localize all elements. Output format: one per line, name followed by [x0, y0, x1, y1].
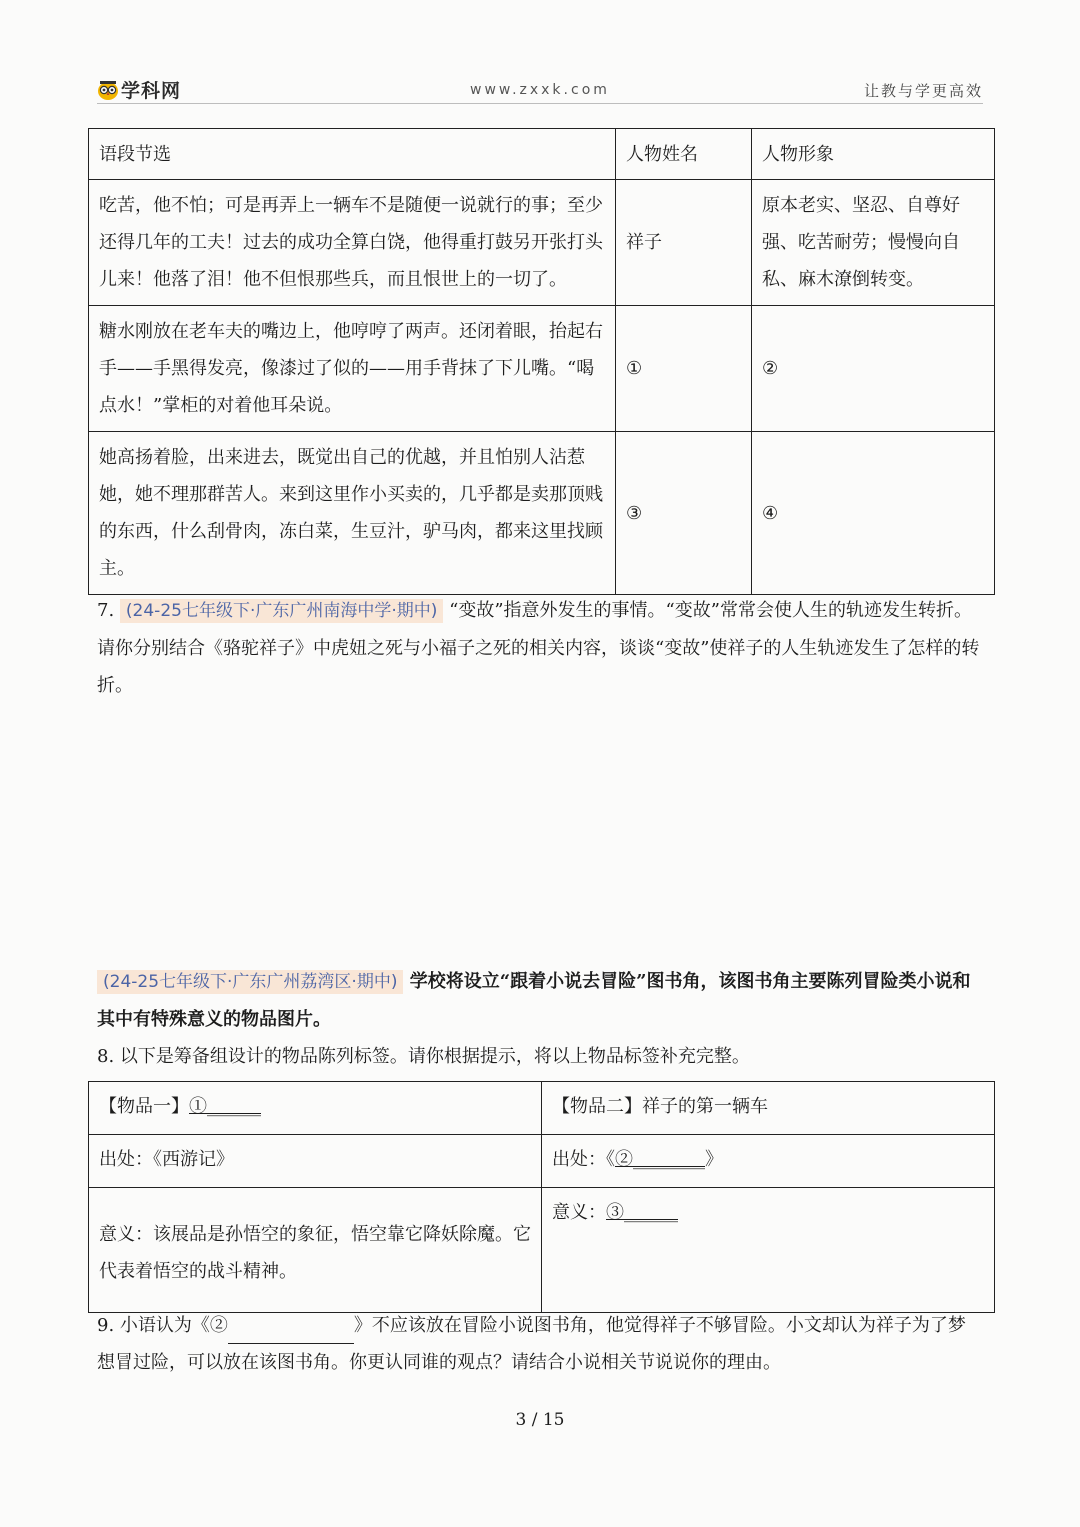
- answer-blank-2[interactable]: ②________: [615, 1149, 705, 1170]
- item-1-cell: [89, 1082, 542, 1135]
- header-divider: [97, 103, 983, 104]
- name-cell: 祥子: [616, 180, 752, 306]
- source-1: 出处：《西游记》: [89, 1135, 542, 1188]
- section-intro: [97, 963, 983, 1038]
- character-table: [88, 128, 995, 595]
- name-cell[interactable]: ①: [616, 306, 752, 432]
- name-cell[interactable]: ③: [616, 432, 752, 595]
- image-cell: 原本老实、坚忍、自尊好强、吃苦耐劳；慢慢向自私、麻木潦倒转变。: [752, 180, 995, 306]
- owl-logo-icon: [97, 79, 119, 101]
- site-url[interactable]: www.zxxk.com: [470, 82, 610, 98]
- source-tag: (24-25七年级下·广东广州南海中学·期中): [120, 599, 443, 623]
- answer-blank-3[interactable]: ③______: [606, 1202, 678, 1223]
- item-1-label: 【物品一】: [99, 1096, 189, 1117]
- table-row: [89, 180, 995, 306]
- excerpt-cell: 吃苦，他不怕；可是再弄上一辆车不是随便一说就行的事；至少还得几年的工夫！过去的成功全算白饶，他得重打鼓另开张打头儿来！他落了泪！他不但恨那些兵，而且恨世上的一切了。: [89, 180, 616, 306]
- section-text: 学校将设立“跟着小说去冒险”图书角，该图书角主要陈列冒险类小说和其中有特殊意义的物品图片。: [97, 971, 971, 1030]
- question-7: [97, 592, 983, 704]
- source-2-cell: [542, 1135, 995, 1188]
- excerpt-cell: 糖水刚放在老车夫的嘴边上，他哼哼了两声。还闭着眼，抬起右手——手黑得发亮，像漆过了似的——用手背抹了下儿嘴。“喝点水！”掌柜的对着他耳朵说。: [89, 306, 616, 432]
- table-row: [89, 1082, 995, 1135]
- image-cell[interactable]: ②: [752, 306, 995, 432]
- question-number: 7.: [97, 600, 115, 621]
- meaning-2-prefix: 意义：: [552, 1202, 606, 1223]
- question-9-text: 》不应该放在冒险小说图书角，他觉得祥子不够冒险。小文却认为祥子为了梦想冒过险，可以放在该图书角。你更认同谁的观点？请结合小说相关节说说你的理由。: [97, 1315, 966, 1373]
- logo-text: 学科网: [121, 80, 182, 102]
- source-2-prefix: 出处：《: [552, 1149, 615, 1170]
- table-row: [89, 1188, 995, 1313]
- question-9-prefix: 9. 小语认为《②: [97, 1315, 228, 1336]
- answer-blank-1[interactable]: ①______: [189, 1096, 261, 1117]
- table-row: [89, 432, 995, 595]
- question-9: [97, 1307, 983, 1381]
- table-header-row: [89, 129, 995, 180]
- table-row: [89, 306, 995, 432]
- column-header: 人物姓名: [616, 129, 752, 180]
- source-tag: (24-25七年级下·广东广州荔湾区·期中): [97, 970, 403, 994]
- answer-blank-line[interactable]: [228, 1317, 354, 1344]
- column-header: 语段节选: [89, 129, 616, 180]
- table-row: [89, 1135, 995, 1188]
- question-8: 8. 以下是筹备组设计的物品陈列标签。请你根据提示，将以上物品标签补充完整。: [97, 1046, 750, 1067]
- excerpt-cell: 她高扬着脸，出来进去，既觉出自己的优越，并且怕别人沾惹她，她不理那群苦人。来到这里作小买卖的，几乎都是卖那顶贱的东西，什么刮骨肉，冻白菜，生豆汁，驴马肉，都来这里找顾主。: [89, 432, 616, 595]
- item-label-table: [88, 1081, 995, 1313]
- meaning-1: 意义：该展品是孙悟空的象征，悟空靠它降妖除魔。它代表着悟空的战斗精神。: [89, 1188, 542, 1313]
- meaning-2-cell: [542, 1188, 995, 1313]
- page-header: [0, 0, 1080, 110]
- page-number: 3 / 15: [515, 1410, 565, 1430]
- site-logo[interactable]: [97, 76, 181, 103]
- column-header: 人物形象: [752, 129, 995, 180]
- source-2-suffix: 》: [705, 1149, 723, 1170]
- question-text: “变故”指意外发生的事情。“变故”常常会使人生的轨迹发生转折。请你分别结合《骆驼祥子》中虎妞之死与小福子之死的相关内容，谈谈“变故”使祥子的人生轨迹发生了怎样的转折。: [97, 600, 980, 696]
- image-cell[interactable]: ④: [752, 432, 995, 595]
- item-2-label: 【物品二】祥子的第一辆车: [542, 1082, 995, 1135]
- slogan: 让教与学更高效: [863, 82, 983, 100]
